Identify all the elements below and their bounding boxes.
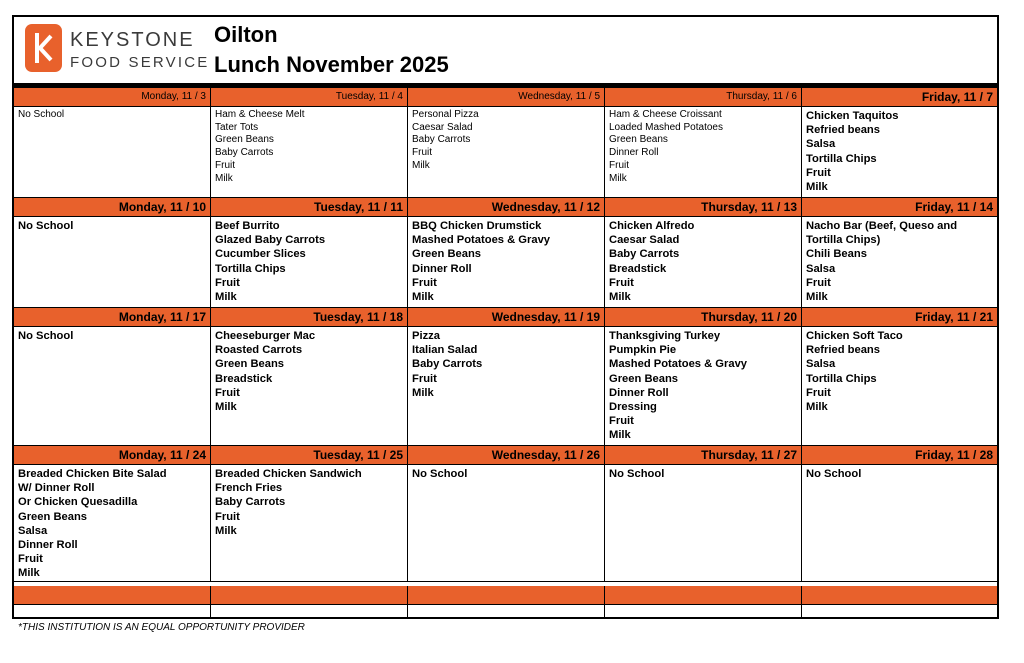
- menu-item: Dinner Roll: [609, 147, 659, 159]
- menu-item: No School: [412, 468, 468, 480]
- menu-item: Beef Burrito: [215, 220, 280, 232]
- day-menu-cell: [211, 107, 408, 197]
- empty-day-cell: [211, 605, 408, 619]
- day-header: Wednesday, 11 / 12: [408, 198, 605, 216]
- menu-item: No School: [806, 468, 862, 480]
- day-header: Wednesday, 11 / 5: [408, 88, 605, 106]
- menu-item: Refried beans: [806, 124, 880, 137]
- menu-item: Green Beans: [215, 134, 274, 146]
- menu-item: Cucumber Slices: [215, 248, 306, 261]
- day-menu-cell: [211, 217, 408, 307]
- menu-item: Fruit: [215, 276, 240, 289]
- menu-item: Fruit: [412, 276, 437, 289]
- day-menu-cell: [408, 465, 605, 581]
- menu-item: Green Beans: [18, 510, 88, 523]
- menu-item: Milk: [412, 291, 434, 304]
- empty-day-cell: [14, 605, 211, 619]
- day-header: Thursday, 11 / 6: [605, 88, 802, 106]
- menu-item: Fruit: [609, 159, 629, 171]
- menu-item: Tortilla Chips: [215, 262, 286, 275]
- menu-item: Fruit: [215, 159, 235, 171]
- menu-item: Green Beans: [609, 372, 679, 385]
- empty-header-cell: [802, 586, 997, 604]
- menu-item: Green Beans: [412, 248, 482, 261]
- menu-item: Milk: [215, 401, 237, 414]
- menu-item: Chili Beans: [806, 248, 867, 261]
- menu-item: Baby Carrots: [412, 134, 471, 146]
- menu-item: Milk: [412, 159, 430, 171]
- menu-item: Caesar Salad: [609, 234, 680, 247]
- menu-item: Caesar Salad: [412, 121, 473, 133]
- menu-item: Milk: [18, 567, 40, 580]
- menu-item: Breaded Chicken Sandwich: [215, 468, 362, 480]
- week-menu-row: [14, 216, 997, 308]
- menu-item: Milk: [609, 291, 631, 304]
- brand-name: KEYSTONE: [70, 29, 195, 51]
- menu-item: Fruit: [412, 147, 432, 159]
- day-menu-cell: [14, 327, 211, 445]
- menu-item: Fruit: [609, 276, 634, 289]
- week-menu-row: [14, 106, 997, 198]
- menu-item: Baby Carrots: [412, 358, 483, 371]
- menu-item: Italian Salad: [412, 344, 478, 357]
- day-header: Tuesday, 11 / 25: [211, 446, 408, 464]
- menu-item: Nacho Bar (Beef, Queso and: [806, 220, 958, 232]
- menu-item: Milk: [806, 291, 828, 304]
- menu-item: Milk: [215, 291, 237, 304]
- day-menu-cell: [802, 217, 997, 307]
- day-menu-cell: [605, 327, 802, 445]
- day-header: Thursday, 11 / 20: [605, 308, 802, 326]
- menu-item: Or Chicken Quesadilla: [18, 496, 138, 509]
- empty-header-cell: [408, 586, 605, 604]
- menu-item: Ham & Cheese Croissant: [609, 109, 722, 120]
- menu-item: Mashed Potatoes & Gravy: [609, 358, 748, 371]
- menu-item: Glazed Baby Carrots: [215, 234, 326, 247]
- week-header-row: [14, 198, 997, 216]
- week-header-row: [14, 308, 997, 326]
- menu-item: Refried beans: [806, 344, 880, 357]
- menu-item: Pizza: [412, 330, 440, 342]
- brand-subtitle: FOOD SERVICE: [70, 54, 210, 71]
- day-header: Friday, 11 / 14: [915, 200, 993, 214]
- day-menu-cell: [14, 107, 211, 197]
- day-menu-cell: [605, 107, 802, 197]
- menu-item: Tortilla Chips: [806, 152, 877, 165]
- empty-day-cell: [802, 605, 997, 619]
- keystone-logo-icon: [25, 24, 62, 72]
- day-menu-cell: [211, 327, 408, 445]
- empty-day-cell: [408, 605, 605, 619]
- menu-item: Fruit: [806, 276, 831, 289]
- day-menu-cell: [802, 107, 997, 197]
- menu-item: Fruit: [18, 553, 43, 566]
- day-menu-cell: [14, 217, 211, 307]
- menu-item: Ham & Cheese Melt: [215, 109, 305, 120]
- menu-item: Dressing: [609, 401, 657, 414]
- menu-item: Tater Tots: [215, 121, 259, 133]
- menu-item: Tortilla Chips: [806, 372, 877, 385]
- empty-header-cell: [211, 586, 408, 604]
- menu-item: Loaded Mashed Potatoes: [609, 121, 723, 133]
- menu-item: Chicken Alfredo: [609, 220, 695, 232]
- day-header: Wednesday, 11 / 19: [408, 308, 605, 326]
- menu-item: Baby Carrots: [215, 496, 286, 509]
- day-menu-cell: [802, 327, 997, 445]
- day-header: Monday, 11 / 17: [14, 308, 211, 326]
- menu-item: Pumpkin Pie: [609, 344, 677, 357]
- menu-item: No School: [18, 220, 74, 232]
- day-header: Friday, 11 / 21: [915, 310, 993, 324]
- day-header: Monday, 11 / 10: [14, 198, 211, 216]
- day-menu-cell: [408, 107, 605, 197]
- menu-item: Fruit: [412, 372, 437, 385]
- menu-item: Tortilla Chips): [806, 234, 881, 247]
- menu-item: Dinner Roll: [412, 262, 472, 275]
- day-menu-cell: [408, 217, 605, 307]
- day-header: Tuesday, 11 / 4: [211, 88, 408, 106]
- menu-item: Breadstick: [609, 262, 667, 275]
- footer-note: *THIS INSTITUTION IS AN EQUAL OPPORTUNITY PROVIDER: [18, 622, 305, 633]
- day-header: Tuesday, 11 / 11: [211, 198, 408, 216]
- day-menu-cell: [605, 465, 802, 581]
- menu-item: Milk: [609, 429, 631, 442]
- empty-header-row: [14, 586, 997, 604]
- week-menu-row: [14, 326, 997, 446]
- menu-item: Milk: [806, 401, 828, 414]
- day-header: Friday, 11 / 7: [921, 90, 993, 104]
- empty-day-cell: [605, 605, 802, 619]
- menu-item: Salsa: [18, 524, 48, 537]
- menu-item: Dinner Roll: [18, 539, 78, 552]
- menu-item: Salsa: [806, 262, 836, 275]
- menu-item: Green Beans: [609, 134, 668, 146]
- menu-item: Fruit: [806, 166, 831, 179]
- menu-item: French Fries: [215, 482, 283, 495]
- day-menu-cell: [408, 327, 605, 445]
- menu-item: Dinner Roll: [609, 386, 669, 399]
- week-header-row: [14, 446, 997, 464]
- day-header: Friday, 11 / 28: [915, 448, 993, 462]
- menu-item: No School: [18, 109, 65, 120]
- school-name: Oilton: [214, 22, 278, 47]
- day-menu-cell: [14, 465, 211, 581]
- menu-item: Chicken Soft Taco: [806, 330, 903, 342]
- menu-item: Milk: [609, 172, 627, 184]
- week-header-row: [14, 88, 997, 106]
- empty-body-row: [14, 604, 997, 619]
- day-header: Monday, 11 / 24: [14, 446, 211, 464]
- menu-item: Baby Carrots: [215, 147, 274, 159]
- menu-item: Breadstick: [215, 372, 273, 385]
- menu-item: Salsa: [806, 358, 836, 371]
- menu-item: Milk: [412, 386, 434, 399]
- menu-item: Fruit: [806, 386, 831, 399]
- menu-item: Thanksgiving Turkey: [609, 330, 721, 342]
- menu-item: Milk: [806, 181, 828, 194]
- menu-item: Salsa: [806, 138, 836, 151]
- menu-item: Mashed Potatoes & Gravy: [412, 234, 551, 247]
- menu-item: Milk: [215, 524, 237, 537]
- day-menu-cell: [211, 465, 408, 581]
- menu-item: BBQ Chicken Drumstick: [412, 220, 542, 232]
- day-header: Tuesday, 11 / 18: [211, 308, 408, 326]
- day-menu-cell: [605, 217, 802, 307]
- menu-item: Breaded Chicken Bite Salad: [18, 468, 167, 480]
- menu-item: W/ Dinner Roll: [18, 482, 95, 495]
- menu-header: [14, 17, 997, 83]
- day-header: Wednesday, 11 / 26: [408, 446, 605, 464]
- menu-title: Lunch November 2025: [214, 52, 449, 77]
- menu-item: Fruit: [215, 510, 240, 523]
- menu-item: Fruit: [609, 415, 634, 428]
- menu-item: Chicken Taquitos: [806, 110, 899, 122]
- day-menu-cell: [802, 465, 997, 581]
- day-header: Monday, 11 / 3: [14, 88, 211, 106]
- menu-item: No School: [609, 468, 665, 480]
- empty-header-cell: [14, 586, 211, 604]
- menu-item: Baby Carrots: [609, 248, 680, 261]
- menu-item: No School: [18, 330, 74, 342]
- menu-item: Green Beans: [215, 358, 285, 371]
- menu-item: Cheeseburger Mac: [215, 330, 316, 342]
- menu-item: Fruit: [215, 386, 240, 399]
- day-header: Thursday, 11 / 13: [605, 198, 802, 216]
- menu-item: Roasted Carrots: [215, 344, 303, 357]
- menu-frame: [12, 15, 999, 619]
- week-menu-row: [14, 464, 997, 582]
- day-header: Thursday, 11 / 27: [605, 446, 802, 464]
- menu-item: Personal Pizza: [412, 109, 479, 120]
- empty-header-cell: [605, 586, 802, 604]
- menu-item: Milk: [215, 172, 233, 184]
